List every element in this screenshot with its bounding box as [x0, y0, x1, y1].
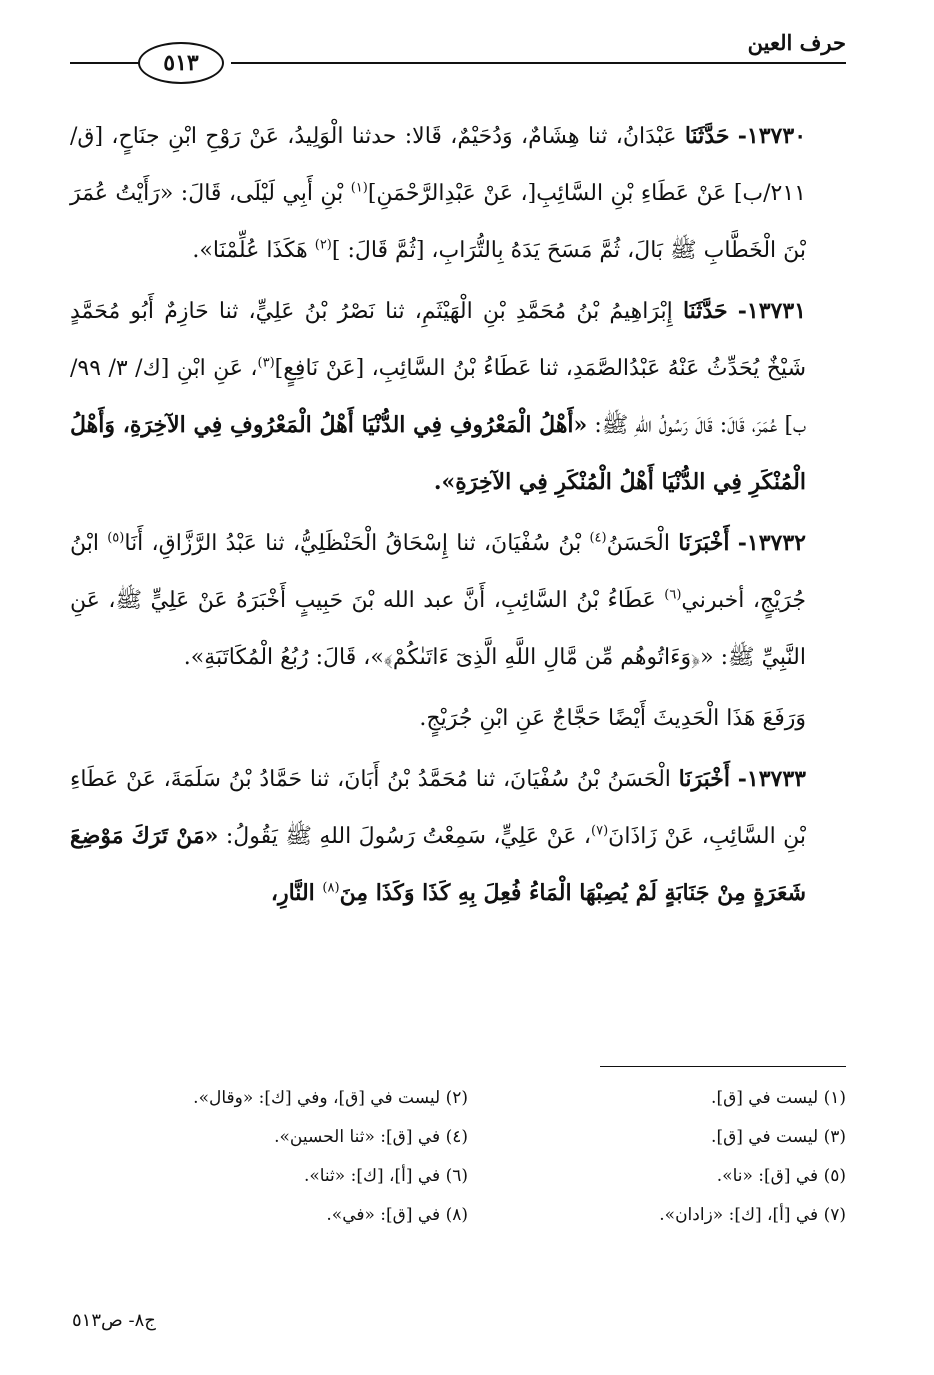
footnote: (٧) في [أ]، [ك]: «زادان».: [659, 1204, 846, 1225]
entry-lead: حَدَّثَنَا: [684, 123, 730, 149]
footnote-marker: (٤): [589, 530, 607, 546]
footnote: (٦) في [أ]، [ك]: «ثنا».: [303, 1165, 468, 1186]
entry-text: ، عَنِ ابْنِ [ك/ ٣/ ٩٩/ب] عُمَرَ، قَالَ: قَالَ رَسُولُ اللهِ ﷺ:: [70, 356, 806, 438]
footnote-row: [90, 1117, 846, 1156]
entry-number: ١٣٧٣٣-: [737, 766, 806, 792]
chapter-title: حرف العين: [747, 30, 846, 55]
footnote-marker: (٢): [314, 237, 332, 253]
header-rule: [70, 62, 140, 64]
entry-text: عَطَاءُ بْنُ السَّائِبِ، أَنَّ عبد الله بْنَ حَبِيبٍ أَخْبَرَهُ عَنْ عَلِيٍّ ﷺ، عَنِ النَّبِيِّ ﷺ: «﴿وَءَاتُوهُم مِّن مَّالِ اللَّهِ الَّذِىٓ ءَاتَىٰكُمْ﴾»، قَالَ: رُبُعُ الْمُكَاتَبَةِ».: [70, 588, 806, 670]
footnote-separator: [600, 1066, 846, 1067]
footnote-marker: (٨): [322, 880, 340, 896]
entry-text: الْحَسَنُ: [606, 531, 670, 556]
hadith-quote: النَّارِ،: [270, 880, 323, 906]
page-header: [70, 22, 846, 74]
entry-text: هَكَذَا عُلِّمْنَا».: [192, 238, 315, 263]
entry-number: ١٣٧٣١-: [737, 298, 806, 324]
footnote-marker: (٦): [664, 587, 682, 603]
footnote: (٥) في [ق]: «نا».: [716, 1165, 846, 1186]
entry-text: إِبْرَاهِيمُ بْنُ مُحَمَّدِ بْنِ الْهَيْثَمِ، ثنا نَصْرُ بْنُ عَلِيٍّ، ثنا حَازِمٌ أَبُو مُحَمَّدٍ شَيْخٌ يُحَدِّثُ عَنْهُ عَبْدُالصَّمَدِ، ثنا عَطَاءُ بْنُ السَّائِبِ، [عَنْ نَافِعٍ]: [70, 299, 807, 381]
entry-text: وَرَفَعَ هَذَا الْحَدِيثَ أَيْضًا حَجَّاجٌ عَنِ ابْنِ جُرَيْجٍ.: [419, 706, 806, 731]
entry-number: ١٣٧٣٠-: [737, 123, 807, 149]
footnote: (٣) ليست في [ق].: [711, 1126, 846, 1147]
entry-text: عَبْدَانُ، ثنا هِشَامٌ، وَدُحَيْمٌ، قَالا: حدثنا الْوَلِيدُ، عَنْ رَوْحِ ابْنِ جنَاحٍ، [ق/ ٢١١/ب] عَنْ عَطَاءِ بْنِ السَّائِبِ[، عَنْ عَبْدِالرَّحْمَنِ]: [70, 124, 806, 206]
entry-number: ١٣٧٣٢-: [737, 530, 806, 556]
entry-lead: أَخْبَرَنَا: [678, 530, 730, 556]
hadith-entry: [70, 515, 846, 686]
narration-note: [70, 690, 846, 747]
header-rule: [231, 62, 846, 64]
hadith-quote: «أَهْلُ الْمَعْرُوفِ فِي الدُّنْيَا أَهْلُ الْمَعْرُوفِ فِي الآخِرَةِ، وَأَهْلُ الْمُنْكَرِ فِي الدُّنْيَا أَهْلُ الْمُنْكَرِ فِي الآخِرَةِ».: [70, 412, 806, 495]
hadith-entry: [70, 283, 846, 511]
footnote-marker: (١): [350, 180, 368, 196]
entry-text: بْنِ أَبِي لَيْلَى، قَالَ: «رَأَيْتُ عُمَرَ بْنَ الْخَطَّابِ ﷺ بَالَ، ثُمَّ مَسَحَ يَدَهُ بِالتُّرَابِ، [ثُمَّ قَالَ: ]: [70, 181, 806, 263]
entry-text: ، عَنْ عَلِيٍّ، سَمِعْتُ رَسُولَ اللهِ ﷺ يَقُولُ:: [218, 824, 592, 849]
page-number: ٥١٣: [138, 42, 224, 84]
main-text: [70, 108, 846, 926]
hadith-quote: «مَنْ تَرَكَ مَوْضِعَ شَعَرَةٍ مِنْ جَنَابَةٍ لَمْ يُصِبْهَا الْمَاءُ فُعِلَ بِهِ كَذَا وَكَذَا مِنَ: [70, 823, 806, 906]
entry-text: ابْنُ جُرَيْجٍ، أخبرني: [70, 531, 806, 613]
footnote-marker: (٥): [107, 530, 125, 546]
footnote: (٤) في [ق]: «ثنا الحسين».: [274, 1126, 468, 1147]
hadith-entry: [70, 751, 846, 922]
footnote: (١) ليست في [ق].: [711, 1087, 846, 1108]
footnote-marker: (٣): [257, 355, 275, 371]
entry-text: الْحَسَنُ بْنُ سُفْيَانَ، ثنا مُحَمَّدُ بْنُ أَبَانَ، ثنا حَمَّادُ بْنُ سَلَمَةَ، عَنْ عَطَاءِ بْنِ السَّائِبِ، عَنْ زَاذَانَ: [70, 767, 807, 849]
footnote: (٢) ليست في [ق]، وفي [ك]: «وقال».: [193, 1087, 468, 1108]
page-reference: ج٨- ص٥١٣: [72, 1310, 156, 1331]
footnote-row: [90, 1195, 846, 1234]
footnote-marker: (٧): [591, 823, 609, 839]
footnote-row: [90, 1156, 846, 1195]
entry-lead: حَدَّثَنَا: [682, 298, 728, 324]
entry-text: بْنُ سُفْيَانَ، ثنا إِسْحَاقُ الْحَنْظَلِيُّ، ثنا عَبْدُ الرَّزَّاقِ، أَنَا: [124, 531, 590, 556]
entry-lead: أَخْبَرَنَا: [678, 766, 730, 792]
footnote-row: [90, 1078, 846, 1117]
hadith-entry: [70, 108, 846, 279]
footnote: (٨) في [ق]: «في».: [326, 1204, 468, 1225]
footnotes: [90, 1078, 846, 1234]
